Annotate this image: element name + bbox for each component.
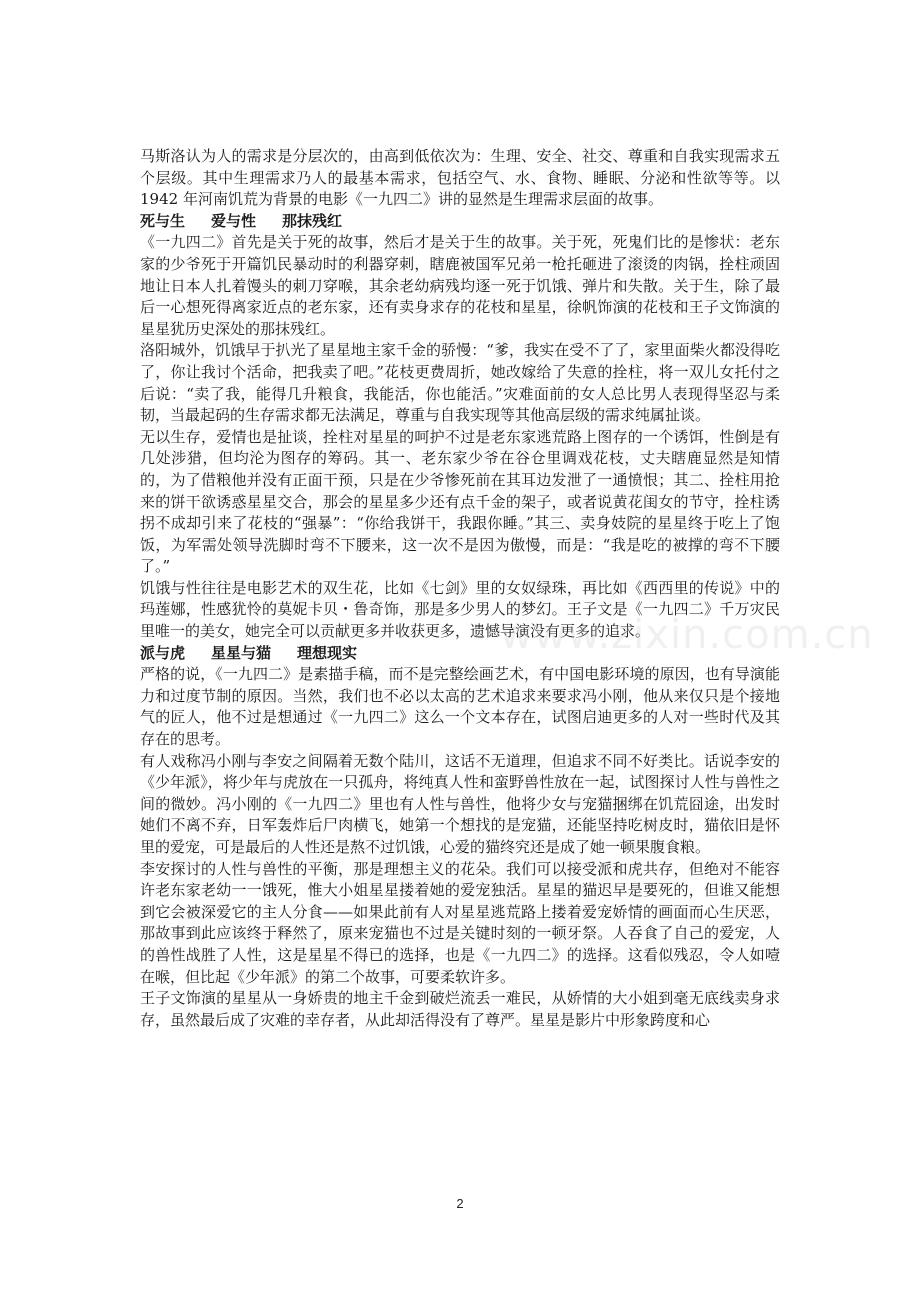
paragraph: 严格的说，《一九四二》是素描手稿，而不是完整绘画艺术，有中国电影环境的原因，也有导演能力和过度节制的原因。当然，我们也不必以太高的艺术追求来要求冯小刚，他从来仅只是个接地气的匠人，他不过是想通过《一九四二》这么一个文本存在，试图启迪更多的人对一些时代及其存在的思考。 bbox=[140, 665, 780, 749]
section-heading bbox=[140, 211, 780, 233]
paragraph: 洛阳城外，饥饿早于扒光了星星地主家千金的骄慢：“爹，我实在受不了了，家里面柴火都没得吃了，你让我讨个活命，把我卖了吧。”花枝更费周折，她改嫁给了失意的拴柱，将一双儿女托付之后说：“卖了我，能得几升粮食，我能活，你也能活。”灾难面前的女人总比男人表现得坚忍与柔韧，当最起码的生存需求都无法满足，尊重与自我实现等其他高层级的需求纯属扯谈。 bbox=[140, 341, 780, 425]
watermark: www.zixin.com.cn bbox=[500, 612, 874, 658]
paragraph: 无以生存，爱情也是扯谈，拴柱对星星的呵护不过是老东家逃荒路上图存的一个诱饵，性倒是有几处涉猎，但均沦为图存的筹码。其一、老东家少爷在谷仓里调戏花枝，丈夫瞎鹿显然是知情的，为了借粮他并没有正面干预，只是在少爷惨死前在其耳边发泄了一通愤恨；其二、拴柱用抢来的饼干欲诱惑星星交合，那会的星星多少还有点千金的架子，或者说黄花闺女的节守，拴柱诱拐不成却引来了花枝的“强暴”：“你给我饼干，我跟你睡。”其三、卖身妓院的星星终于吃上了饱饭，为军需处领导洗脚时弯不下腰来，这一次不是因为傲慢，而是：“我是吃的被撑的弯不下腰了。” bbox=[140, 427, 780, 576]
section-heading bbox=[140, 643, 780, 665]
document-body bbox=[140, 146, 780, 1031]
heading-part: 那抹残红 bbox=[282, 211, 343, 230]
heading-part: 理想现实 bbox=[297, 643, 358, 662]
paragraph: 王子文饰演的星星从一身娇贵的地主千金到破烂流丢一难民，从娇情的大小姐到毫无底线卖身求存，虽然最后成了灾难的幸存者，从此却活得没有了尊严。星星是影片中形象跨度和心 bbox=[140, 989, 780, 1029]
paragraph: 有人戏称冯小刚与李安之间隔着无数个陆川，这话不无道理，但追求不同不好类比。话说李安的《少年派》，将少年与虎放在一只孤舟，将纯真人性和蛮野兽性放在一起，试图探讨人性与兽性之间的微妙。冯小刚的《一九四二》里也有人性与兽性，他将少女与宠猫捆绑在饥荒囧途，出发时她们不离不弃，日军轰炸后尸肉横飞，她第一个想找的是宠猫，还能坚持吃树皮时，猫依旧是怀里的爱宠，可是最后的人性还是熬不过饥饿，心爱的猫终究还是成了她一顿果腹食粮。 bbox=[140, 751, 780, 856]
heading-part: 派与虎 bbox=[140, 643, 186, 662]
heading-part: 死与生 bbox=[140, 211, 186, 230]
heading-part: 星星与猫 bbox=[211, 643, 272, 662]
heading-part: 爱与性 bbox=[211, 211, 257, 230]
paragraph: 马斯洛认为人的需求是分层次的，由高到低依次为：生理、安全、社交、尊重和自我实现需求五个层级。其中生理需求乃人的最基本需求，包括空气、水、食物、睡眠、分泌和性欲等等。以 1942 年河南饥荒为背景的电影《一九四二》讲的显然是生理需求层面的故事。 bbox=[140, 147, 780, 209]
paragraph: 饥饿与性往往是电影艺术的双生花，比如《七剑》里的女奴绿珠，再比如《西西里的传说》中的玛莲娜，性感犹怜的莫妮卡贝・鲁奇饰，那是多少男人的梦幻。王子文是《一九四二》千万灾民里唯一的美女，她完全可以贡献更多并收获更多，遗憾导演没有更多的追求。 bbox=[140, 578, 780, 641]
paragraph: 《一九四二》首先是关于死的故事，然后才是关于生的故事。关于死，死鬼们比的是惨状：老东家的少爷死于开篇饥民暴动时的利器穿刺，瞎鹿被国军兄弟一枪托砸进了滚烫的肉锅，拴柱顽固地让日本人扎着馒头的刺刀穿喉，其余老幼病残均逐一死于饥饿、弹片和失散。关于生，除了最后一心想死得离家近点的老东家，还有卖身求存的花枝和星星，徐帆饰演的花枝和王子文饰演的星星犹历史深处的那抹残红。 bbox=[140, 233, 780, 338]
page-number: 2 bbox=[456, 1196, 464, 1211]
paragraph: 李安探讨的人性与兽性的平衡，那是理想主义的花朵。我们可以接受派和虎共存，但绝对不能容许老东家老幼一一饿死，惟大小姐星星搂着她的爱宠独活。星星的猫迟早是要死的，但谁又能想到它会被深爱它的主人分食——如果此前有人对星星逃荒路上搂着爱宠娇情的画面而心生厌恶，那故事到此应该终于释然了，原来宠猫也不过是关键时刻的一顿牙祭。人吞食了自己的爱宠，人的兽性战胜了人性，这是星星不得已的选择，也是《一九四二》的选择。这看似残忍，令人如噎在喉，但比起《少年派》的第二个故事，可要柔软许多。 bbox=[140, 859, 780, 986]
